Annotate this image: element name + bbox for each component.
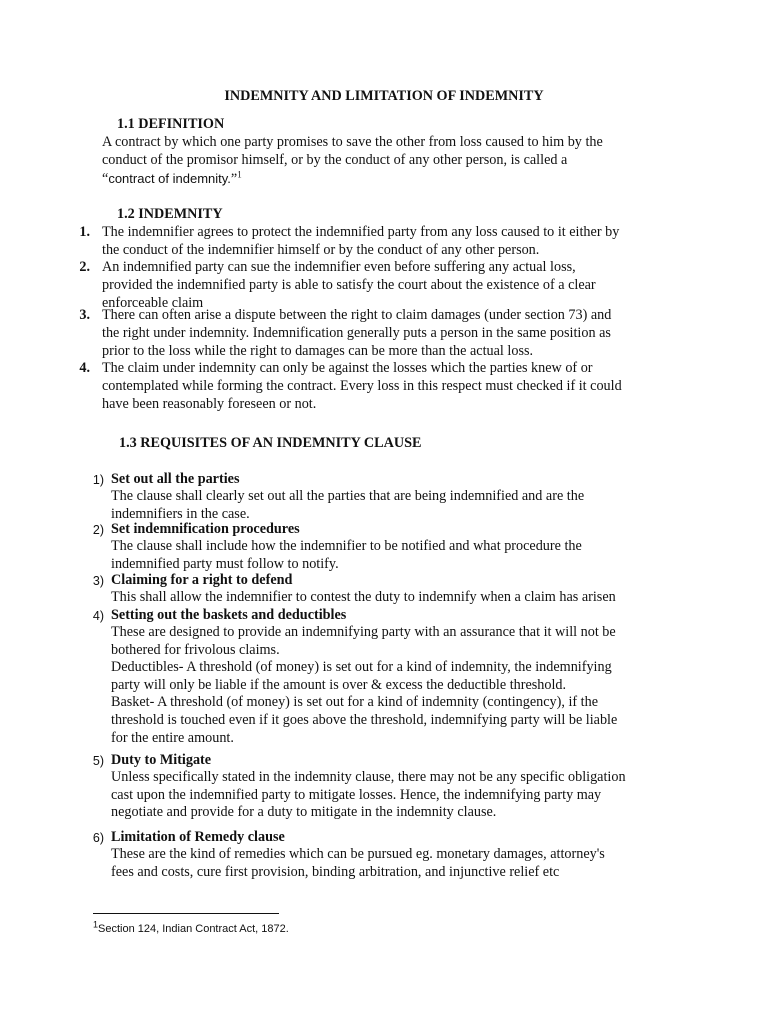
page-title: INDEMNITY AND LIMITATION OF INDEMNITY (224, 88, 544, 104)
requisite-number: 4) (92, 609, 104, 623)
indemnity-item-line: The indemnifier agrees to protect the indemnified party from any loss caused to it either by (102, 224, 620, 240)
requisite-number: 6) (92, 831, 104, 845)
indemnity-item-line: There can often arise a dispute between the right to claim damages (under section 73) and (102, 307, 612, 323)
footnote-text: Section 124, Indian Contract Act, 1872. (98, 923, 289, 935)
definition-line-2: conduct of the promisor himself, or by the conduct of any other person, is called a (102, 152, 568, 168)
requisite-line: Basket- A threshold (of money) is set out for a kind of indemnity (contingency), if the (111, 694, 599, 711)
requisite-line: These are the kind of remedies which can be pursued eg. monetary damages, attorney's (111, 846, 605, 862)
footnote (93, 921, 289, 939)
requisite-line: The clause shall clearly set out all the parties that are being indemnified and are the (111, 488, 585, 504)
indemnity-item-number: 4. (79, 360, 90, 376)
indemnity-item-number: 1. (79, 224, 90, 240)
requisite-number: 5) (92, 754, 104, 768)
indemnity-item-number: 2. (79, 259, 90, 275)
requisite-line: cast upon the indemnified party to mitigate losses. Hence, the indemnifying party may (111, 786, 602, 803)
requisites-heading: 1.3 REQUISITES OF AN INDEMNITY CLAUSE (119, 435, 422, 451)
footnote-number: 1 (93, 919, 99, 930)
requisite-number: 3) (92, 574, 104, 588)
indemnity-heading: 1.2 INDEMNITY (117, 206, 223, 222)
definition-line-1: A contract by which one party promises to save the other from loss caused to him by the (102, 134, 603, 150)
requisite-line: bothered for frivolous claims. (111, 641, 280, 658)
requisite-line: The clause shall include how the indemnifier to be notified and what procedure the (111, 538, 582, 554)
indemnity-item-line: the conduct of the indemnifier himself or by the conduct of any other person. (102, 242, 540, 258)
requisite-line: indemnifiers in the case. (111, 505, 250, 522)
requisite-number: 1) (92, 473, 104, 487)
indemnity-item-line: have been reasonably foreseen or not. (102, 396, 317, 412)
requisite-line: Unless specifically stated in the indemnity clause, there may not be any specific obligation (111, 769, 626, 785)
requisite-title: Claiming for a right to defend (111, 572, 293, 588)
definition-heading: 1.1 DEFINITION (117, 116, 225, 132)
indemnity-item-line: contemplated while forming the contract. Every loss in this respect must checked if it could (102, 378, 622, 394)
requisite-number: 2) (92, 523, 104, 537)
requisite-line: These are designed to provide an indemnifying party with an assurance that it will not be (111, 624, 616, 640)
requisite-line: for the entire amount. (111, 729, 234, 746)
footnote-reference: 1 (237, 169, 242, 180)
definition-line-3 (102, 170, 242, 189)
defined-term: contract of indemnity. (108, 171, 231, 186)
requisite-title: Duty to Mitigate (111, 752, 212, 768)
requisite-line: Deductibles- A threshold (of money) is set out for a kind of indemnity, the indemnifying (111, 659, 612, 676)
requisite-line: negotiate and provide for a duty to mitigate in the indemnity clause. (111, 804, 497, 821)
indemnity-item-line: enforceable claim (102, 295, 204, 311)
requisite-title: Set indemnification procedures (111, 521, 300, 537)
indemnity-item-line: An indemnified party can sue the indemnifier even before suffering any actual loss, (102, 259, 576, 275)
requisite-title: Setting out the baskets and deductibles (111, 607, 347, 623)
indemnity-item-number: 3. (79, 307, 90, 323)
requisite-title: Set out all the parties (111, 471, 240, 487)
indemnity-item-line: the right under indemnity. Indemnification generally puts a person in the same position as (102, 325, 611, 341)
indemnity-item-line: provided the indemnified party is able to satisfy the court about the existence of a clear (102, 277, 596, 293)
requisite-line: fees and costs, cure first provision, binding arbitration, and injunctive relief etc (111, 863, 560, 880)
requisite-line: indemnified party must follow to notify. (111, 555, 339, 572)
quote-close: ” (230, 171, 238, 187)
requisite-line: threshold is touched even if it goes above the threshold, indemnifying party will be liable (111, 712, 618, 728)
requisite-line: This shall allow the indemnifier to contest the duty to indemnify when a claim has arisen (111, 589, 616, 605)
footnote-divider (93, 913, 279, 914)
indemnity-item-line: The claim under indemnity can only be against the losses which the parties knew of or (102, 360, 593, 376)
requisite-title: Limitation of Remedy clause (111, 829, 285, 845)
indemnity-item-line: prior to the loss while the right to damages can be more than the actual loss. (102, 343, 534, 359)
requisite-line: party will only be liable if the amount is over & excess the deductible threshold. (111, 676, 567, 693)
quote-open: “ (102, 171, 109, 187)
